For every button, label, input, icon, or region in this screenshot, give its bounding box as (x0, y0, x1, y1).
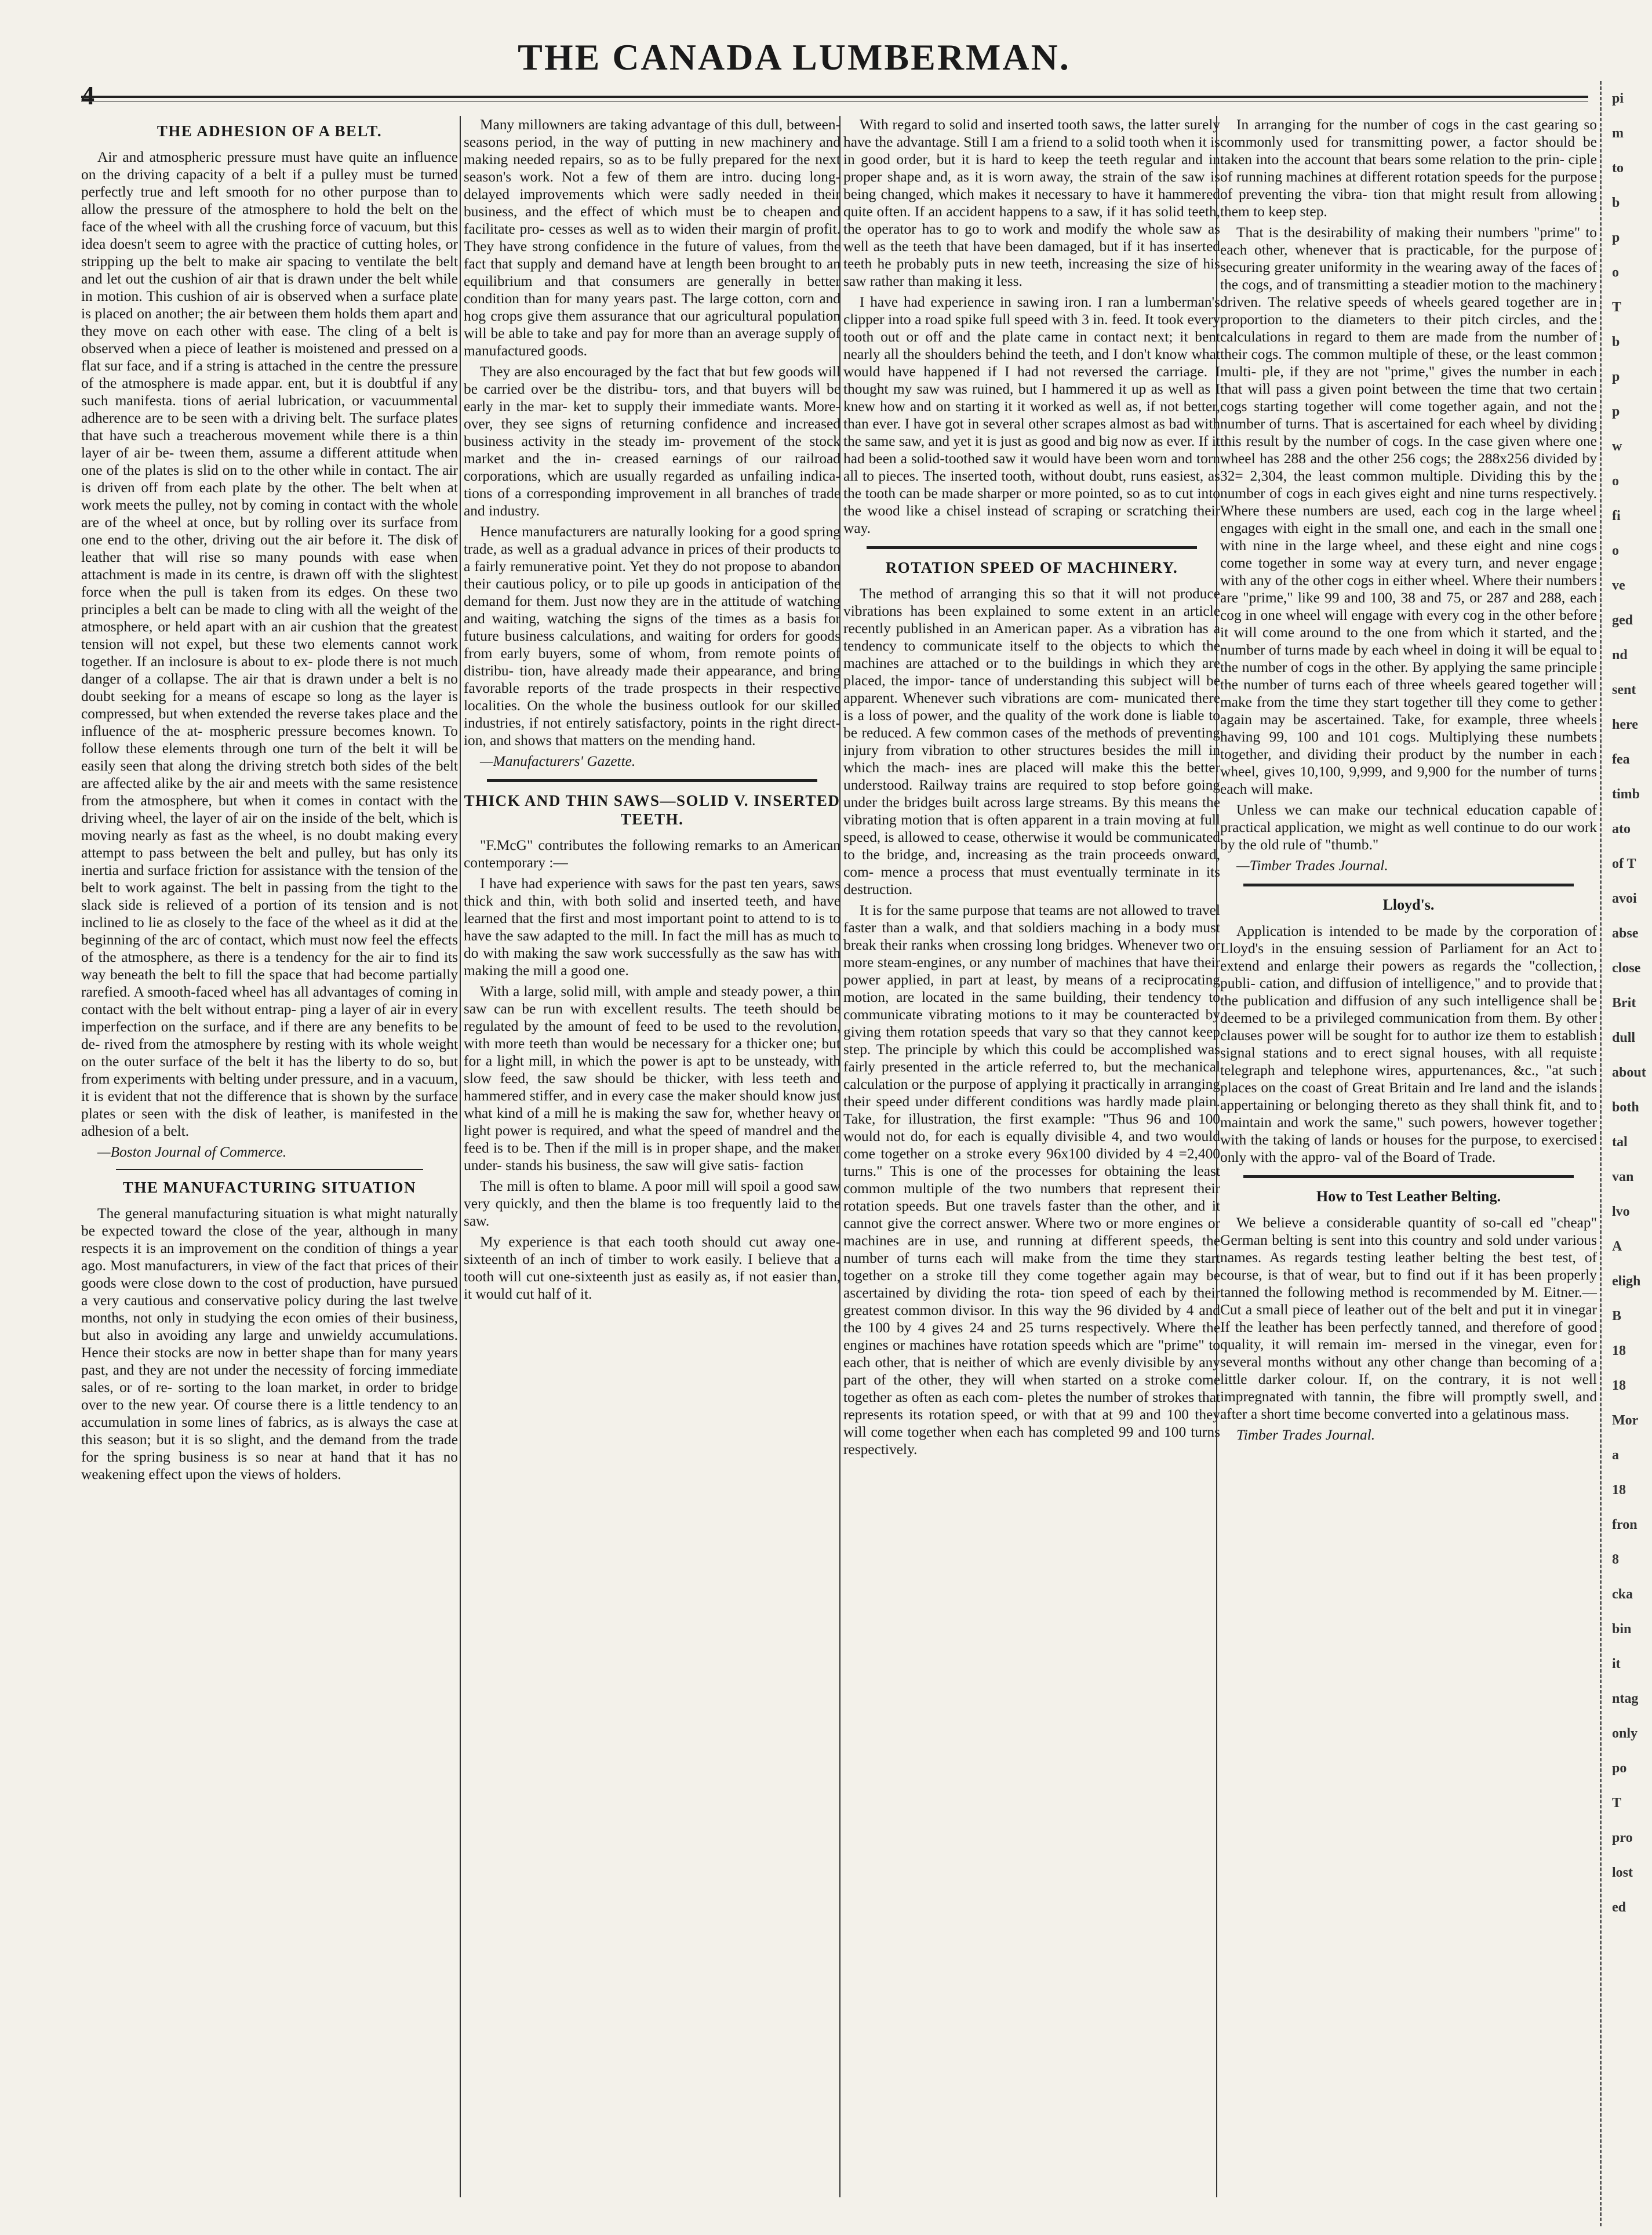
edge-fragment: of T (1612, 856, 1636, 871)
article-divider (1243, 1175, 1574, 1178)
edge-fragment: only (1612, 1726, 1638, 1741)
edge-fragment: dull (1612, 1030, 1636, 1045)
edge-fragment: o (1612, 543, 1619, 558)
article-source: —Manufacturers' Gazette. (480, 753, 636, 769)
masthead-rule-thin (81, 101, 1588, 102)
edge-fragment: to (1612, 161, 1624, 176)
edge-fragment: a (1612, 1448, 1619, 1463)
article-paragraph: It is for the same purpose that teams are not allowed to travel faster than a walk, and that soldiers maching in a body must break their ranks when crossing long bridges. Whenever two or more steam-engines, or any number of machines that have their power applied, in part at least, by means of a reciprocating motion, are located in the same building, their tendency to communicate vibrating motions to it may be counteracted by giving them rotation speeds that vary so that they cannot keep step. The principle by which this could be accomplished was fairly presented in the article referred to, but the mechanical calculation or the purpose of applying it practically in arranging their speed under different conditions was hardly made plain. Take, for illustration, the first example: "Thus 96 and 100 would not do, for each is equally divisible 4, and two would come together on a stroke every 96x100 divided by 4 =2,400 turns." This is one of the processes for obtaining the least common multiple of the two numbers that represent their rotation speeds. But one travels faster than the other, and it cannot give the correct answer. Where two or more engines or machines are in use, and running at different speeds, the number of turns each will make from the time they start together on a stroke till they come together again may be ascertained by dividing the rota- tion speed of each by their greatest common divisor. In this way the 96 divided by 4 and the 100 by 4 gives 24 and 25 turns respectively. Where the engines or machines have rotation speeds which are "prime" to each other, that is neither of which are evenly divisible by any part of the other, they will when started on a stroke come together as often as each com- pletes the number of strokes that represents its rotation speed, or with that at 99 and 100 they will come together when each has completed 99 and 100 turns respectively. (843, 902, 1220, 1458)
article-paragraph: My experience is that each tooth should cut away one-sixteenth of an inch of timber to work easily. I believe that a tooth will cut one-sixteenth just as easily as, if not easier than, it would cut half of it. (464, 1234, 840, 1302)
edge-fragment: fron (1612, 1517, 1638, 1532)
edge-fragment: pro (1612, 1830, 1633, 1845)
article-divider (867, 546, 1197, 549)
article-paragraph: Unless we can make our technical education capable of practical application, we might as well continue to do our work by the old rule of "thumb." (1220, 802, 1597, 853)
article-paragraph: In arranging for the number of cogs in the cast gearing so commonly used for transmitting power, a factor should be taken into the account that bears some relation to the prin- ciple of running machines at different rotation speeds for the purpose of preventing the vibra- tion that might result from allowing them to keep step. (1220, 117, 1597, 220)
edge-fragment: A (1612, 1239, 1622, 1254)
edge-fragment: w (1612, 439, 1622, 454)
article-title: Lloyd's. (1382, 896, 1435, 913)
edge-fragment: 18 (1612, 1378, 1626, 1393)
article-title: ROTATION SPEED OF MACHINERY. (885, 559, 1178, 576)
article-paragraph: I have had experience in sawing iron. I ran a lumberman's clipper into a road spike full speed with 3 in. feed. It took every tooth out or off and the plate came in contact next; it bent nearly all the shoulders behind the teeth, and I don't know what would have happened if I had not reversed the carriage. I thought my saw was ruined, but I hammered it up as well as I knew how and on starting it it worked as well as, if not better, than ever. I have got in several other scrapes almost as bad with the same saw, and yet it is just as good and big now as ever. If it had been a solid-toothed saw it would have been worn and torn all to pieces. The inserted tooth, without doubt, runs easiest, as the tooth can be made sharper or more pointed, so as to cut into the wood like a chisel instead of scraping or scratching their way. (843, 294, 1220, 536)
edge-fragment: ntag (1612, 1691, 1639, 1706)
edge-fragment: p (1612, 404, 1620, 419)
article-title: How to Test Leather Belting. (1316, 1188, 1501, 1205)
edge-fragment: it (1612, 1656, 1621, 1671)
article-paragraph: The method of arranging this so that it will not produce vibrations has been explained to some extent in an article recently published in an American paper. As a vibration has a tendency to communicate itself to the objects to which the machines are attached or to the buildings in which they are placed, the impor- tance of understanding this subject will be apparent. Whenever such vibrations are com- municated there is a loss of power, and the quality of the work done is liable to be reduced. A few common cases of the methods of preventing injury from vibration to other structures besides the mill in which the mach- ines are placed will make this the better understood. Railway trains are required to stop before going under the bridges built across large streams. By this means the vibrating motion that is often apparent in a train moving at full speed, is allowed to cease, otherwise it would be communicated to the bridge, and, increasing as the train proceeds onward, com- mence a process that must eventually terminate in its destruction. (843, 586, 1220, 897)
edge-fragment: o (1612, 474, 1619, 489)
article-paragraph: With regard to solid and inserted tooth saws, the latter surely have the advantage. Still I am a friend to a solid tooth when it is in good order, but it is hard to keep the teeth regular and in proper shape and, as it is worn away, the strain of the saw is being changed, which makes it necessary to have it hammered quite often. If an accident happens to a saw, if it has solid teeth, the operator has to go to work and modify the whole saw as well as the teeth that have been damaged, but if it has inserted teeth he probably puts in new teeth, increasing the size of his saw rather than making it less. (843, 117, 1220, 289)
article-source: —Timber Trades Journal. (1236, 857, 1388, 874)
article-source: —Boston Journal of Commerce. (97, 1144, 287, 1160)
edge-fragment: close (1612, 961, 1641, 976)
edge-fragment: b (1612, 195, 1620, 210)
edge-fragment: p (1612, 369, 1620, 384)
article-title: THE ADHESION OF A BELT. (157, 122, 383, 140)
edge-fragment: T (1612, 1796, 1622, 1811)
edge-fragment: ato (1612, 822, 1631, 837)
edge-fragment: T (1612, 300, 1622, 315)
article-divider (1243, 884, 1574, 886)
edge-fragment: pi (1612, 91, 1624, 106)
edge-fragment: ged (1612, 613, 1633, 628)
edge-fragment: tal (1612, 1135, 1628, 1150)
masthead-title: THE CANADA LUMBERMAN. (518, 37, 1071, 78)
article-test-leather-belting (1220, 1187, 1597, 1444)
column-divider (460, 116, 461, 2197)
edge-fragment: p (1612, 230, 1620, 245)
edge-fragment: b (1612, 335, 1620, 350)
edge-fragment: fi (1612, 508, 1621, 524)
edge-fragment: van (1612, 1169, 1634, 1184)
edge-fragment: abse (1612, 926, 1639, 941)
article-paragraph: The mill is often to blame. A poor mill will spoil a good saw very quickly, and then the blame is too frequently laid to the saw. (464, 1178, 840, 1229)
edge-fragment: nd (1612, 648, 1628, 663)
article-paragraph: Many millowners are taking advantage of this dull, between-seasons period, in the way of putting in new machinery and making needed repairs, so as to be fully prepared for the next season's work. Not a few of them are intro. ducing long-delayed improvements which were sadly needed in their business, and the effect of which must be to cheapen and facilitate pro- cesses as well as to widen their margin of profit. They have strong confidence in the future of values, from the fact that supply and demand have at length been brought to an equilibrium and that consumers are generally in better condition than for many years past. The large cotton, corn and hog crops give them assurance that our agricultural population will be able to take and pay for more than an average supply of manufactured goods. (464, 117, 840, 359)
article-title: THICK AND THIN SAWS—SOLID V. INSERTED TEETH. (464, 792, 840, 828)
edge-fragment: bin (1612, 1622, 1632, 1637)
edge-fragment: fea (1612, 752, 1630, 767)
article-manufacturing-situation (81, 1178, 458, 1483)
article-paragraph: Application is intended to be made by the corporation of Lloyd's in the ensuing session of Parliament for an Act to extend and enlarge their powers as regards the "collection, publi- cation, and diffusion of intelligence," and to provide that the publication and diffusion of any such intelligence shall be deemed to be a privileged communication from them. By other clauses power will be sought for to author ize them to establish signal stations and to erect signal houses, with all requiste telegraph and telephone wires, appurtenances, &c., "at such places on the coast of Great Britain and Ire land and the islands appertaining or belonging thereto as they shall think fit, and to maintain and work the same," such powers, however together with the taking of lands or houses for the purpose, to exercised only with the appro- val of the Board of Trade. (1220, 923, 1597, 1165)
edge-fragment: both (1612, 1100, 1639, 1115)
article-thick-and-thin-saws (464, 791, 840, 1303)
article-paragraph: "F.McG" contributes the following remarks to an American contemporary :— (464, 837, 840, 871)
article-adhesion-of-a-belt (81, 122, 458, 1161)
edge-fragment: ve (1612, 578, 1625, 593)
article-paragraph: Hence manufacturers are naturally looking for a good spring trade, as well as a gradual advance in prices of their products to a fairly remunerative point. Yet they do not propose to abandon their cautious policy, or to pile up goods in anticipation of the demand for them. Just now they are in the attitude of watching and waiting, watching the signs of the times as a basis for future business calculations, and waiting for orders for goods from early buyers, some of whom, from remote points of distribu- tion, have already made their appearance, and bring favorable reports of the trade prospects in their respective localities. On the whole the business outlook for our skilled industries, if not entirely satisfactory, points in the right direct- ion, and shows that matters on the mending hand. (464, 524, 840, 748)
article-paragraph: The general manufacturing situation is what might naturally be expected toward the close of the year, although in many respects it is an improvement on the condition of things a year ago. Most manufacturers, in view of the fact that prices of their goods were close down to the cost of production, have pursued a very cautious and conservative policy during the last twelve months, not only in studying the econ omies of their business, but also in avoiding any large and unwieldy accumulations. Hence their stocks are now in better shape than for many years past, and they are not under the necessity of forcing immediate sales, or of re- sorting to the loan market, in order to bridge over to the new year. Of course there is a little tendency to an accumulation in some lines of fabrics, as is always the case at this season; but it is so slight, and the demand from the trade for the spring business is so near at hand that it has no weakening effect upon the views of holders. (81, 1205, 458, 1482)
column-2 (464, 116, 840, 2197)
column-1 (81, 116, 458, 2197)
edge-fragment: 18 (1612, 1343, 1626, 1358)
edge-fragment: cka (1612, 1587, 1633, 1602)
masthead-rule (81, 96, 1588, 98)
article-paragraph: They are also encouraged by the fact that but few goods will be carried over be the distribu- tors, and that buyers will be early in the mar- ket to supply their immediate wants. More- over, they see signs of returning confidence and increased business activity in the steady im- provement of the stock market and the in- creased earnings of our railroad corporations, which are usually regarded as unfailing indica- tions of a corresponding improvement in all branches of trade and industry. (464, 364, 840, 519)
edge-fragment: m (1612, 126, 1624, 141)
edge-fragment: eligh (1612, 1274, 1641, 1289)
article-lloyds (1220, 896, 1597, 1166)
article-title: THE MANUFACTURING SITUATION (122, 1179, 417, 1196)
edge-fragment: Mor (1612, 1413, 1639, 1428)
edge-fragment: sent (1612, 682, 1636, 697)
article-paragraph: Air and atmospheric pressure must have quite an influence on the driving capacity of a belt if a pulley must be turned perfectly true and left smooth for no other purpose than to allow the pressure of the atmosphere to hold the belt on the face of the wheel with all the crushing force of vacuum, but this idea doesn't seem to agree with the practice of cutting holes, or stripping up the belt to make air spacing to ventilate the belt and let out the cushion of air that is drawn under the belt while in motion. This cushion of air is observed when a surface plate is placed on another; the air between them holds them apart and they move on each other with ease. The cling of a belt is observed when a piece of leather is moistened and pressed on a flat sur face, and if a string is attached in the centre the pressure of the atmosphere is made appar. ent, but it is doubtful if any such manifesta. tions of aerial lubrication, or vacuummental adherence are to be seen with a driving belt. The surface plates that have such a treacherous movement while there is a thin layer of air be- tween them, assume a different attitude when one of the plates is slid on to the other while in contact. The air is driven off from each plate by the other. The belt when at work meets the pulley, not by coming in contact with the whole are of the wheel at once, but by rolling over its surface from one end to the other, driving out the air before it. The disk of leather that will rise so many pounds with ease when attachment is made in its centre, is drawn off with the slightest force when the pull is taken from its edges. On these two principles a belt can be made to cling with all the weight of the atmosphere, or held apart with an air cushion that the greatest tension will not expel, but these two elements cannot work together. If an inclosure is about to ex- plode there is not much danger of a collapse. The air that is drawn under a belt is no doubt seeking for a means of escape so long as the layer is compressed, but when extended the reverse takes place and the influence of the at- mospheric pressure becomes known. To follow these elements through one turn of the belt it will be easily seen that along the driving stretch both sides of the belt are affected alike by the air and meets with the same resistence from the atmosphere, but when it comes in contact with the driving wheel, the layer of air on the inside of the belt, which is moving nearly as fast as the wheel, is no doubt making every attempt to pass between the belt and pulley, but has only its inertia and surface friction for assistance with the tension of the belt to work against. The belt in passing from the tight to the slack side is relieved of a portion of its tension and is not inclined to lie as closely to the face of the wheel as it did at the beginning of the arc of contact, which must now feel the effects of the atmosphere, as there is a tendency for the air to find its way beneath the belt to fill the space that had become partially rarefied. A smooth-faced wheel has all advantages of coming in contact with the belt without entrap- ping a layer of air in every imperfection on the surface, and if there are any benefits to be de- rived from the atmosphere by resting with its whole weight on the outer surface of the belt it has the liberty to do so, but from experiments with belting under pressure, and in a vacuum, it is evident that not the difference that is shown by the surface plates or seen with the disk of leather, is manifested in the adhesion of a belt. (81, 149, 458, 1139)
edge-fragment: 18 (1612, 1482, 1626, 1498)
article-source: Timber Trades Journal. (1236, 1427, 1376, 1443)
column-3 (843, 116, 1220, 2197)
edge-fragment: ed (1612, 1900, 1626, 1915)
edge-fragment: po (1612, 1761, 1627, 1776)
edge-fragment: B (1612, 1309, 1622, 1324)
edge-fragment: Brit (1612, 995, 1636, 1011)
edge-fragment: about (1612, 1065, 1646, 1080)
article-rotation-speed (843, 558, 1220, 1458)
article-paragraph: I have had experience with saws for the past ten years, saws thick and thin, with both solid and inserted teeth, and have learned that the first and most important point to attend to is to have the saw adapted to the mill. In fact the mill has as much to do with making the saw work successfully as the saw has with making the mill a good one. (464, 875, 840, 979)
adjacent-page-edge (1600, 81, 1652, 2226)
article-paragraph: With a large, solid mill, with ample and steady power, a thin saw can be run with excellent results. The teeth should be regulated by the amount of feed to be used to the revolution, with more teeth than would be necessary for a thicker one; but for a light mill, in which the power is apt to be unsteady, with slow feed, the saw should be thicker, with less teeth and hammered stiffer, and in every case the maker should know just what kind of a mill he is making the saw for, whether heavy or light power is required, and what the speed of mandrel and the feed is to be. Then if the mill is in proper shape, and the maker under- stands his business, the saw will give satis- faction (464, 983, 840, 1173)
edge-fragment: 8 (1612, 1552, 1619, 1567)
edge-fragment: timb (1612, 787, 1640, 802)
edge-fragment: lost (1612, 1865, 1633, 1880)
edge-fragment: here (1612, 717, 1638, 732)
article-divider (487, 779, 817, 782)
edge-fragment: avoi (1612, 891, 1637, 906)
edge-fragment: lvo (1612, 1204, 1630, 1219)
column-4 (1220, 116, 1597, 2197)
edge-fragment: o (1612, 265, 1619, 280)
article-divider (116, 1169, 423, 1170)
article-paragraph: We believe a considerable quantity of so-call ed "cheap" German belting is sent into this country and sold under various names. As regards testing leather belting the best test, of course, is that of wear, but to find out if it has been properly tanned the following method is recommended by M. Eitner.—Cut a small piece of leather out of the belt and put it in vinegar If the leather has been perfectly tanned, and therefore of good quality, it will remain im- mersed in the vinegar, even for several months without any other change than becoming of a little darker colour. If, on the contrary, it is not well impregnated with tannin, the fibre will promptly swell, and after a short time become converted into a gelatinous mass. (1220, 1215, 1597, 1422)
article-paragraph: That is the desirability of making their numbers "prime" to each other, whenever that is practicable, for the purpose of securing greater uniformity in the wearing away of the faces of the cogs, and of transmitting a steadier motion to the machinery driven. The relative speeds of wheels geared together are in proportion to the diameters to their pitch circles, and the calculations in regard to them are made from the number of their cogs. The common multiple of these, or the least common multi- ple, if they are not "prime," gives the number in each that will pass a given point between the time that two certain cogs starting together will come together again, and not the number of turns. That is ascertained for each wheel by dividing this result by the number of cogs. In the case given where one wheel has 288 and the other 256 cogs; the 288x256 divided by 32= 2,304, the least common multiple. Dividing this by the number of cogs in each gives eight and nine turns respectively. Where these numbers are used, each cog in the large wheel engages with eight in the small one, and each in the small one with nine in the large wheel, and these eight and nine cogs come together in some way at every turn, and never engage with any of the other cogs in either wheel. Where their numbers are "prime," like 99 and 100, 38 and 75, or 287 and 288, each cog in one wheel will engage with every cog in the other before it will come around to the one from which it started, and the number of turns made by each wheel in doing it will be equal to the number of cogs in the other. By applying the same principle the number of turns each of three wheels geared together will make from the time they start together till they come to gether again may be ascertained. Take, for example, three wheels having 99, 100 and 101 cogs. Multiplying these numbets together, and dividing their product by the number in each wheel, gives 10,100, 9,999, and 9,900 for the number of turns each will make. (1220, 224, 1597, 797)
